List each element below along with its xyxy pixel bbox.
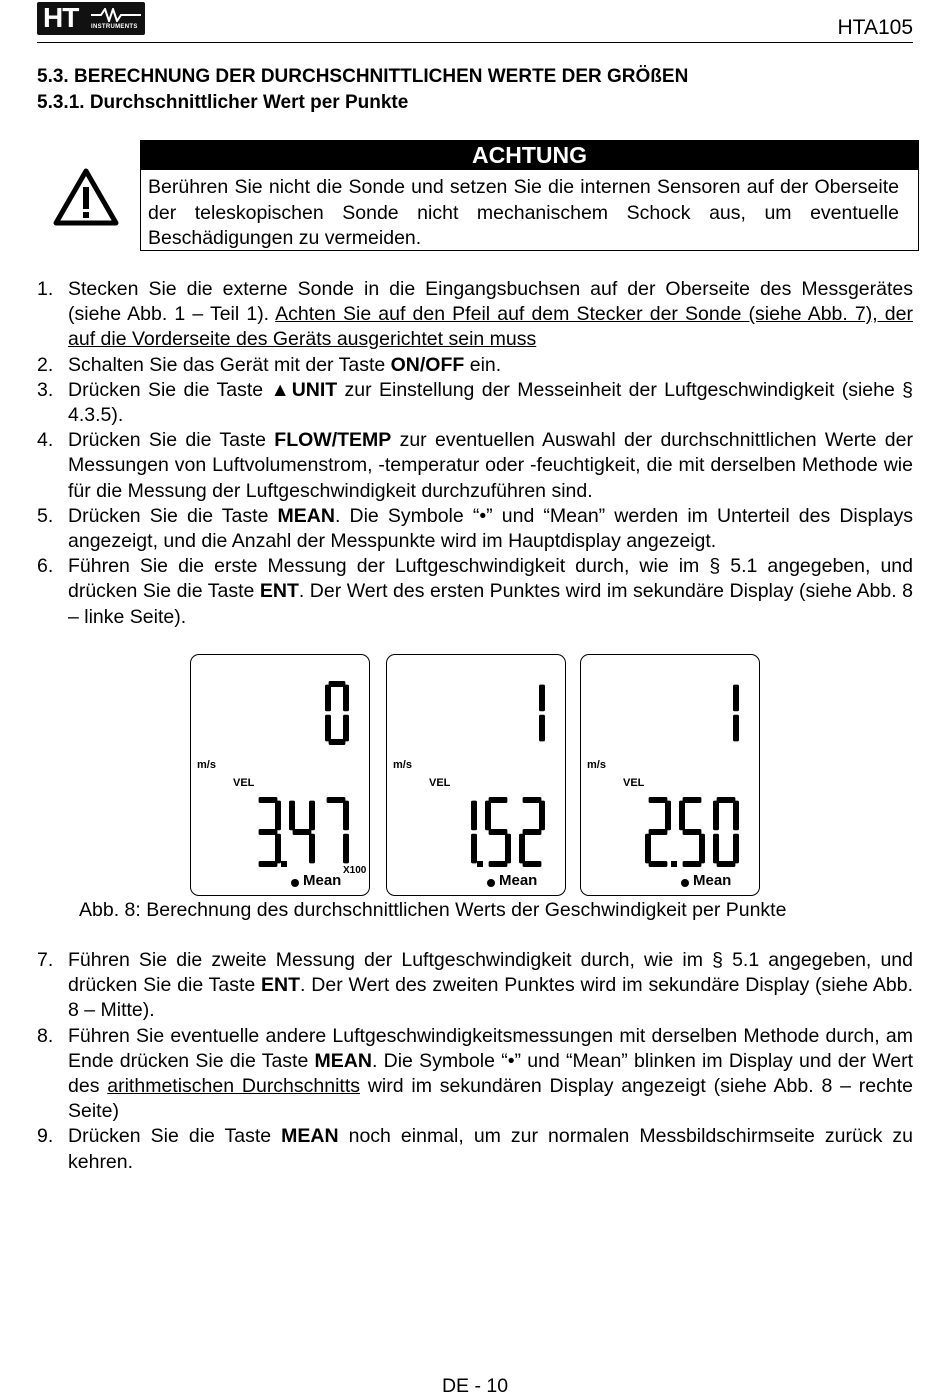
list-item [37, 1124, 913, 1174]
list-item [37, 504, 913, 554]
list-item-text: Führen Sie die erste Messung der Luftgeschwindigkeit durch, wie im § 5.1 angegeben, und drücken Sie die Taste [68, 555, 913, 603]
list-item-text: ein. [464, 353, 502, 376]
segment-f [713, 801, 719, 831]
segment-b [275, 801, 281, 831]
vel-label: VEL [429, 777, 451, 789]
key-name: ENT [259, 580, 299, 603]
segment-g [683, 829, 702, 835]
list-item-number: 3. [37, 378, 54, 401]
segment-b [733, 685, 739, 712]
segment-b [733, 801, 739, 831]
list-item-number: 9. [37, 1125, 54, 1148]
warning-text: Berühren Sie nicht die Sonde und setzen Sie die internen Sensoren auf der Oberseite der teleskopischen Sonde nicht mechanischem Schock aus, um eventuelle Beschädigungen zu vermeiden. [148, 176, 899, 249]
segment-d [717, 861, 736, 867]
list-item-number: 6. [37, 555, 54, 578]
list-item [37, 378, 913, 428]
decimal-point [671, 861, 677, 867]
segment-a [683, 797, 702, 803]
segment-g [259, 829, 278, 835]
segment-e [713, 834, 719, 864]
list-item [37, 428, 913, 504]
logo-text: HT [43, 2, 79, 33]
list-item-number: 8. [37, 1024, 54, 1047]
list-item-text: wird im sekundären Display angezeigt (siehe Abb. 8 – rechte Seite) [68, 1075, 913, 1123]
segment-e [645, 834, 651, 864]
segment-b [471, 801, 477, 831]
vel-label: VEL [233, 777, 255, 789]
list-item [37, 1024, 913, 1125]
segment-g [489, 829, 508, 835]
segment-c [733, 834, 739, 864]
segment-f [325, 685, 331, 712]
segment-a [259, 797, 278, 803]
key-name: ON/OFF [390, 353, 465, 376]
subsection-title: 5.3.1. Durchschnittlicher Wert per Punkte [37, 92, 409, 113]
segment-g [649, 829, 668, 835]
list-item-text: zur Einstellung der Messeinheit der Luftgeschwindigkeit (siehe § 4.3.5). [68, 378, 914, 427]
list-item-text: Schalten Sie das Gerät mit der Taste [68, 353, 391, 376]
segment-b [343, 685, 349, 712]
list-item-text: Drücken Sie die Taste [68, 1125, 282, 1148]
segment-f [485, 801, 491, 831]
segment-a [327, 797, 346, 803]
list-item-text: Drücken Sie die Taste [68, 378, 271, 401]
segment-b [539, 685, 545, 712]
segment-d [259, 861, 278, 867]
lcd-digits [191, 655, 369, 895]
mean-label: Mean [693, 872, 732, 889]
main-reading [733, 685, 739, 742]
lcd-digits [387, 655, 565, 895]
segment-c [699, 834, 705, 864]
list-item-text: . Die Symbole “•” und “Mean” blinken im Display und der Wert des [68, 1049, 914, 1098]
secondary-reading [645, 797, 739, 867]
list-item-number: 7. [37, 949, 54, 971]
decimal-point [281, 861, 287, 867]
segment-c [471, 834, 477, 864]
list-item [37, 353, 913, 378]
segment-g [523, 829, 542, 835]
segment-d [329, 739, 346, 745]
warning-box [140, 170, 919, 251]
header-divider [37, 42, 913, 43]
unit-label: m/s [197, 759, 216, 771]
segment-d [523, 861, 542, 867]
list-item-text: . Der Wert des zweiten Punktes wird im sekundäre Display (siehe Abb. 8 – Mitte). [68, 974, 913, 1022]
main-reading [325, 681, 349, 745]
waveform-icon [91, 8, 141, 22]
list-item-text: Achten Sie auf den Pfeil auf dem Stecker der Sonde (siehe Abb. 7), der auf die Vorderseite des Geräts ausgerichtet sein muss [68, 303, 913, 351]
vel-label: VEL [623, 777, 645, 789]
segment-a [717, 797, 736, 803]
segment-c [309, 834, 315, 864]
warning-triangle-icon [53, 168, 119, 226]
list-item-text: . Die Symbole “•” und “Mean” werden im Unterteil des Displays angezeigt, und die Anzahl der Messpunkte wird im Hauptdisplay angezeigt. [68, 504, 914, 553]
segment-b [309, 801, 315, 831]
segment-b [343, 801, 349, 831]
list-item-number: 2. [37, 353, 54, 376]
list-item-text: noch einmal, um zur normalen Messbildschirmseite zurück zu kehren. [68, 1125, 913, 1173]
segment-d [683, 861, 702, 867]
main-reading [539, 685, 545, 742]
segment-b [539, 801, 545, 831]
model-name: HTA105 [837, 16, 913, 39]
segment-f [679, 801, 685, 831]
segment-b [665, 801, 671, 831]
mean-label: Mean [303, 872, 342, 889]
key-name: FLOW/TEMP [274, 429, 392, 452]
segment-c [539, 715, 545, 742]
warning-title: ACHTUNG [140, 140, 919, 170]
list-item [37, 554, 913, 630]
segment-e [519, 834, 525, 864]
logo-subtext: INSTRUMENTS [91, 24, 138, 30]
segment-a [489, 797, 508, 803]
segment-c [343, 834, 349, 864]
lcd-digits [581, 655, 759, 895]
mean-dot-icon [291, 879, 299, 887]
list-item-text: Führen Sie eventuelle andere Luftgeschwindigkeitsmessungen mit derselben Methode durch, am Ende drücken Sie die Taste [68, 1024, 913, 1072]
segment-f [289, 801, 295, 831]
list-item-text: . Der Wert des ersten Punktes wird im sekundäre Display (siehe Abb. 8 – linke Seite). [68, 580, 913, 628]
key-name: ▲UNIT [270, 378, 338, 401]
segment-d [649, 861, 668, 867]
steps-list-b [37, 948, 913, 1175]
key-name: MEAN [281, 1125, 339, 1148]
steps-list-a [37, 277, 913, 630]
mean-label: Mean [499, 872, 538, 889]
segment-c [505, 834, 511, 864]
secondary-reading [471, 797, 545, 867]
segment-d [489, 861, 508, 867]
segment-c [275, 834, 281, 864]
list-item [37, 277, 913, 353]
decimal-point [477, 861, 483, 867]
key-name: MEAN [314, 1049, 372, 1072]
list-item-text: zur eventuellen Auswahl der durchschnittlichen Werte der Messungen von Luftvolumenstrom, -temperatur oder -feuchtigkeit, die mit derselben Methode wie für die Messung der Luftgeschwindigkeit durchzuführen sind. [68, 429, 913, 502]
segment-e [325, 715, 331, 742]
list-item-number: 1. [37, 278, 54, 300]
segment-c [733, 715, 739, 742]
lcd-display-middle [386, 654, 566, 896]
lcd-display-right [580, 654, 760, 896]
list-item-text: arithmetischen Durchschnitts [107, 1075, 361, 1098]
unit-label: m/s [393, 759, 412, 771]
unit-label: m/s [587, 759, 606, 771]
list-item-text: Drücken Sie die Taste [68, 429, 275, 452]
segment-a [329, 681, 346, 687]
figure-caption: Abb. 8: Berechnung des durchschnittlichen Werts der Geschwindigkeit per Punkte [79, 899, 787, 921]
key-name: MEAN [277, 504, 335, 527]
mean-dot-icon [487, 879, 495, 887]
mean-dot-icon [681, 879, 689, 887]
ht-logo [37, 2, 145, 35]
segment-a [649, 797, 668, 803]
segment-g [293, 829, 312, 835]
list-item-text: Drücken Sie die Taste [68, 504, 278, 527]
segment-c [343, 715, 349, 742]
key-name: ENT [261, 974, 301, 997]
list-item-text: Stecken Sie die externe Sonde in die Eingangsbuchsen auf der Oberseite des Messgerätes (siehe Abb. 1 – Teil 1). [68, 278, 913, 326]
segment-a [523, 797, 542, 803]
lcd-display-left [190, 654, 370, 896]
list-item-number: 4. [37, 429, 54, 452]
section-title: 5.3. BERECHNUNG DER DURCHSCHNITTLICHEN WERTE DER GRÖßEN [37, 66, 689, 87]
list-item [37, 948, 913, 1024]
list-item-text: Führen Sie die zweite Messung der Luftgeschwindigkeit durch, wie im § 5.1 angegeben, und drücken Sie die Taste [68, 949, 913, 997]
page-number: DE - 10 [441, 1375, 509, 1397]
list-item-number: 5. [37, 504, 54, 527]
secondary-reading [259, 797, 349, 867]
x100-label: X100 [343, 865, 367, 876]
